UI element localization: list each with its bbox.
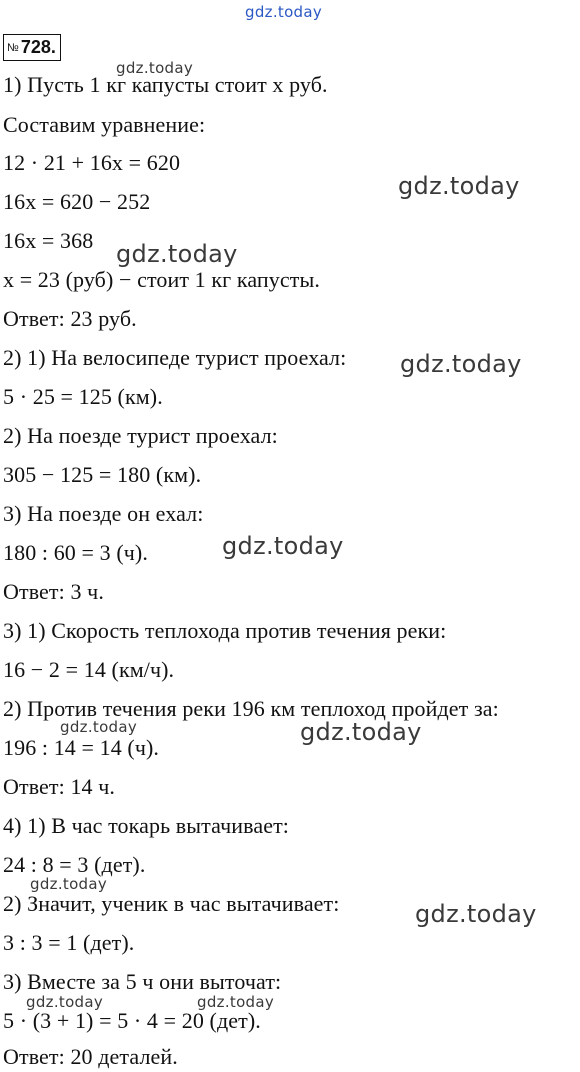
text-line-11: 305 − 125 = 180 (км). — [3, 462, 202, 487]
exercise-number: 728. — [20, 37, 56, 57]
text-line-22: 2) Значит, ученик в час вытачивает: — [3, 891, 340, 916]
watermark: gdz.today — [116, 240, 238, 268]
watermark: gdz.today — [400, 350, 522, 378]
watermark: gdz.today — [60, 718, 138, 736]
watermark: gdz.today — [398, 172, 520, 200]
text-line-21: 24 : 8 = 3 (дет). — [3, 852, 146, 877]
watermark: gdz.today — [26, 993, 104, 1011]
text-line-17: 2) Против течения реки 196 км теплоход пройдет за: — [3, 696, 499, 721]
text-line-2: Составим уравнение: — [3, 112, 206, 137]
text-line-23: 3 : 3 = 1 (дет). — [3, 930, 135, 955]
text-line-4: 16x = 620 − 252 — [3, 189, 151, 214]
number-sign: № — [7, 42, 19, 54]
text-line-25: 5 · (3 + 1) = 5 · 4 = 20 (дет). — [3, 1008, 261, 1033]
text-line-8: 2) 1) На велосипеде турист проехал: — [3, 345, 347, 370]
text-line-12: 3) На поезде он ехал: — [3, 501, 204, 526]
watermark: gdz.today — [30, 875, 108, 893]
exercise-number-badge — [3, 34, 61, 61]
text-line-18: 196 : 14 = 14 (ч). — [3, 735, 160, 760]
watermark: gdz.today — [116, 59, 194, 77]
text-line-3: 12 · 21 + 16x = 620 — [3, 150, 181, 175]
text-line-14: Ответ: 3 ч. — [3, 579, 104, 604]
text-line-1: 1) Пусть 1 кг капусты стоит x руб. — [3, 72, 328, 97]
text-line-19: Ответ: 14 ч. — [3, 774, 116, 799]
text-line-7: Ответ: 23 руб. — [3, 306, 137, 331]
watermark: gdz.today — [222, 532, 344, 560]
watermark: gdz.today — [415, 900, 537, 928]
watermark-top: gdz.today — [245, 3, 323, 21]
text-line-6: x = 23 (руб) − стоит 1 кг капусты. — [3, 267, 320, 292]
watermark: gdz.today — [300, 718, 422, 746]
text-line-16: 16 − 2 = 14 (км/ч). — [3, 657, 175, 682]
text-line-9: 5 · 25 = 125 (км). — [3, 384, 163, 409]
text-line-10: 2) На поезде турист проехал: — [3, 423, 278, 448]
watermark: gdz.today — [197, 993, 275, 1011]
text-line-15: 3) 1) Скорость теплохода против течения реки: — [3, 618, 447, 643]
text-line-24: 3) Вместе за 5 ч они выточат: — [3, 969, 282, 994]
text-line-5: 16x = 368 — [3, 228, 94, 253]
text-line-20: 4) 1) В час токарь вытачивает: — [3, 813, 290, 838]
text-line-13: 180 : 60 = 3 (ч). — [3, 540, 148, 565]
text-line-26: Ответ: 20 деталей. — [3, 1044, 178, 1069]
